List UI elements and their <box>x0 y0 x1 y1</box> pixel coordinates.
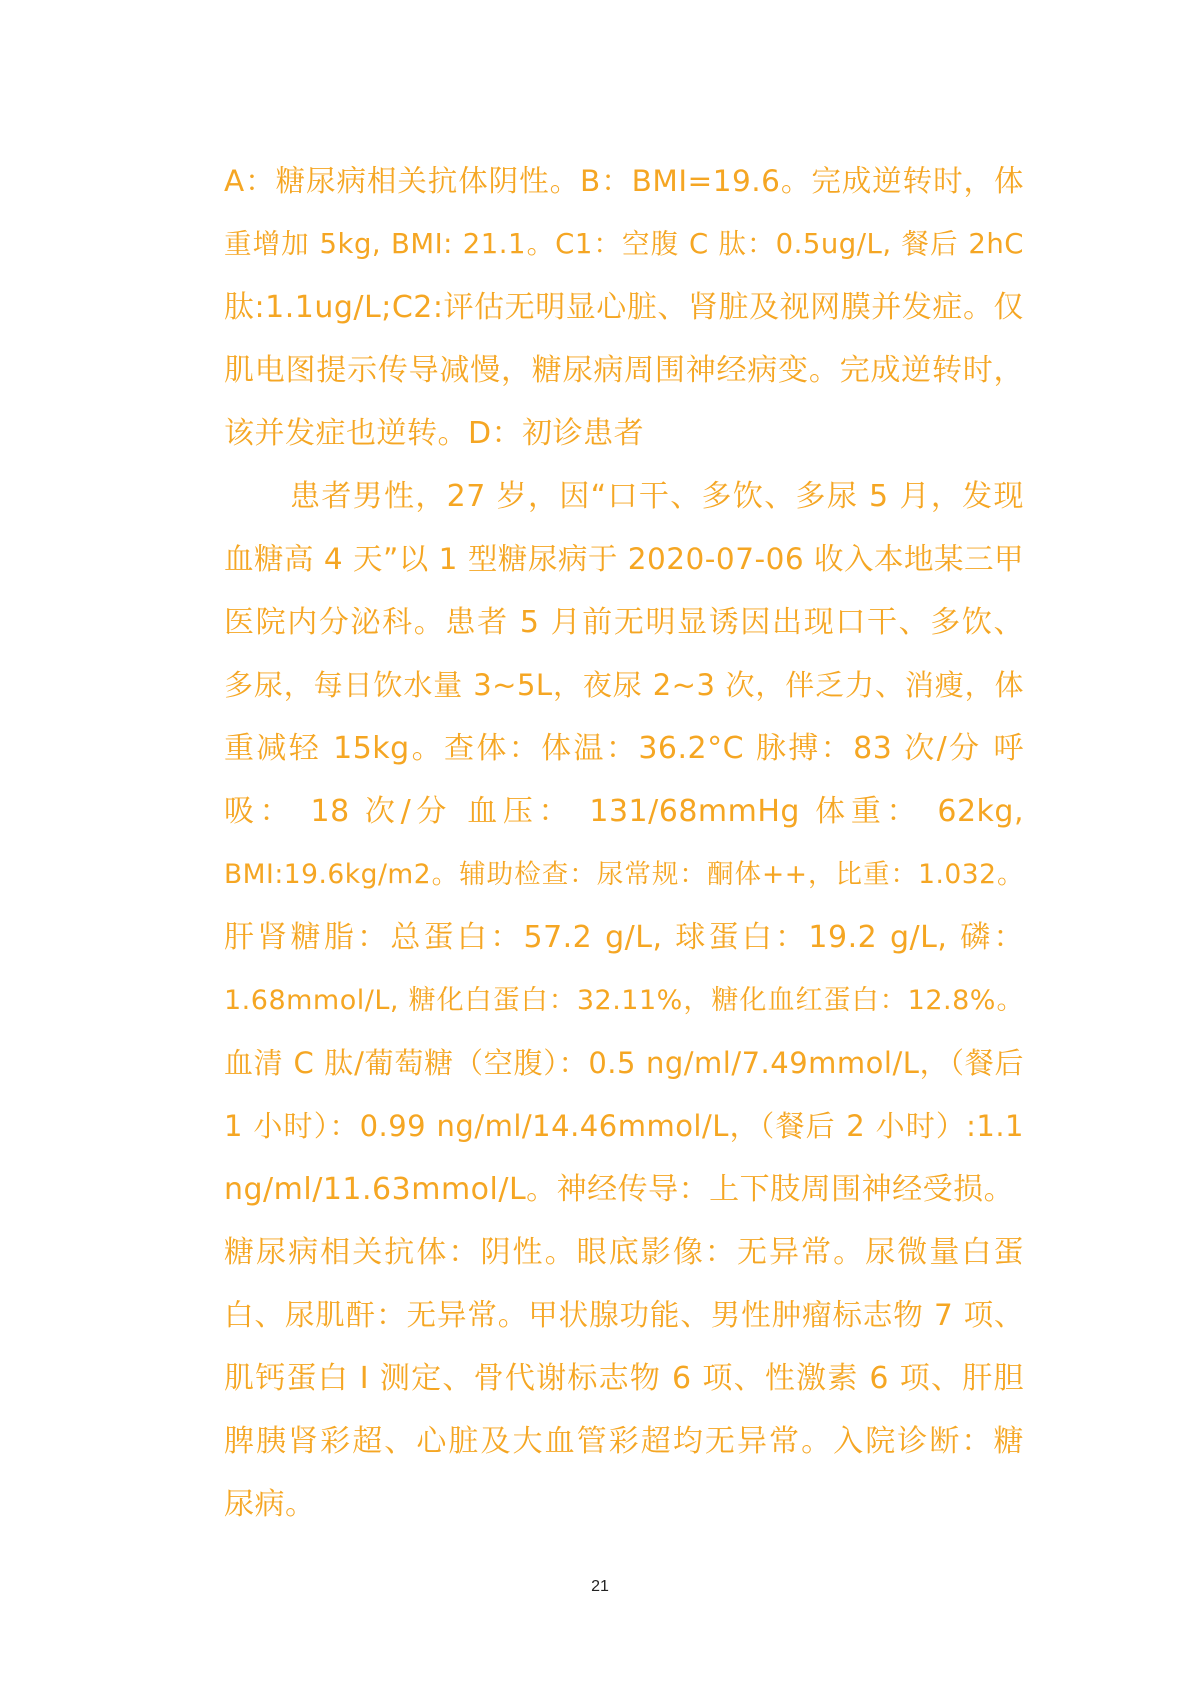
text-line: 1 小时）：0.99 ng/ml/14.46mmol/L，（餐后 2 小时）:1.1 <box>224 1109 1024 1143</box>
text-line: 重增加 5kg, BMI: 21.1。C1：空腹 C 肽：0.5ug/L, 餐后 2hC <box>224 228 1024 260</box>
text-line: 血糖高 4 天”以 1 型糖尿病于 2020-07-06 收入本地某三甲 <box>224 542 1025 576</box>
body-text <box>224 150 1024 1536</box>
text-line: 肝肾糖脂：总蛋白：57.2 g/L, 球蛋白：19.2 g/L, 磷： <box>224 920 1024 955</box>
text-line: 糖尿病相关抗体：阴性。眼底影像：无异常。尿微量白蛋 <box>224 1235 1024 1270</box>
text-line: BMI:19.6kg/m2。辅助检查：尿常规：酮体++，比重：1.032。 <box>224 859 1024 890</box>
page-number: 21 <box>591 1578 609 1595</box>
text-line: 肌电图提示传导减慢，糖尿病周围神经病变。完成逆转时， <box>224 353 1024 388</box>
text-line: 该并发症也逆转。D：初诊患者 <box>224 416 645 451</box>
text-line: 1.68mmol/L, 糖化白蛋白：32.11%，糖化血红蛋白：12.8%。 <box>224 985 1024 1016</box>
text-line: 白、尿肌酐：无异常。甲状腺功能、男性肿瘤标志物 7 项、 <box>224 1298 1024 1332</box>
text-line: 重减轻 15kg。查体：体温：36.2°C 脉搏：83 次/分 呼 <box>224 731 1024 766</box>
text-line: 脾胰肾彩超、心脏及大血管彩超均无异常。入院诊断：糖 <box>224 1424 1024 1459</box>
text-line: 尿病。 <box>224 1487 316 1522</box>
text-line: 肌钙蛋白 I 测定、骨代谢标志物 6 项、性激素 6 项、肝胆 <box>224 1361 1024 1396</box>
paragraph-start-line: 患者男性，27 岁，因“口干、多饮、多尿 5 月，发现 <box>290 479 1024 514</box>
text-line: 医院内分泌科。患者 5 月前无明显诱因出现口干、多饮、 <box>224 605 1024 640</box>
text-line: 多尿，每日饮水量 3~5L，夜尿 2~3 次，伴乏力、消瘦，体 <box>224 668 1024 702</box>
text-line: A：糖尿病相关抗体阴性。B：BMI=19.6。完成逆转时，体 <box>224 164 1024 198</box>
text-line: 吸： 18 次/分 血压： 131/68mmHg 体重： 62kg, <box>224 794 1024 829</box>
text-line: ng/ml/11.63mmol/L。神经传导：上下肢周围神经受损。 <box>224 1172 1015 1207</box>
text-line: 血清 C 肽/葡萄糖（空腹）：0.5 ng/ml/7.49mmol/L，（餐后 <box>224 1046 1024 1080</box>
text-line: 肽:1.1ug/L;C2:评估无明显心脏、肾脏及视网膜并发症。仅 <box>224 290 1024 325</box>
